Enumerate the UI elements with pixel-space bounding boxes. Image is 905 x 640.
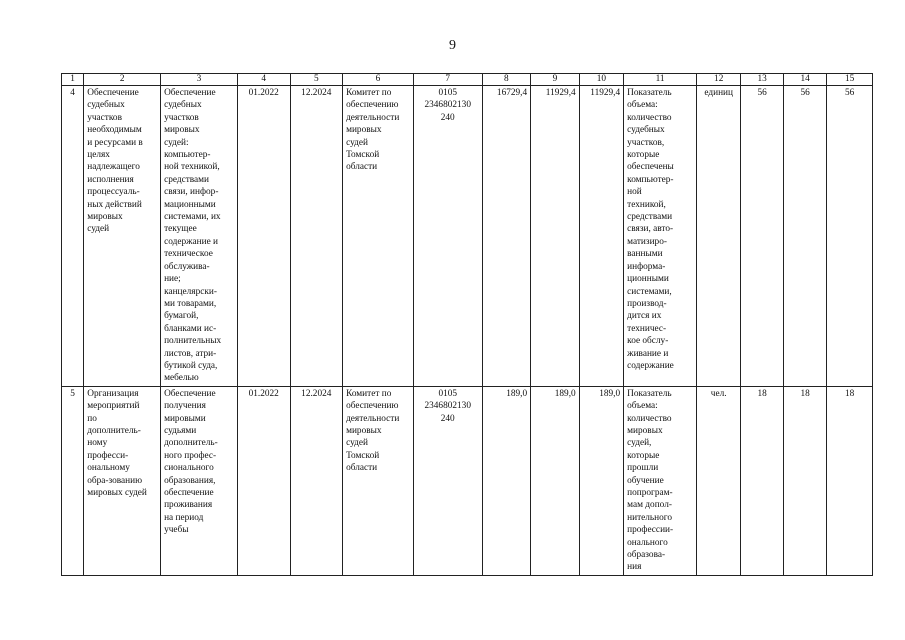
header-cell: 2 (84, 74, 161, 86)
activity-line: участков (164, 112, 199, 123)
indicator-line: количество (627, 112, 672, 123)
header-cell: 7 (413, 74, 482, 86)
cell-unit: чел. (696, 386, 740, 575)
cell-unit: единиц (696, 86, 740, 387)
executor-line: Томской (346, 450, 380, 461)
activity-line: бутикой суда, (164, 360, 218, 371)
activity-line: связи, инфор- (164, 187, 219, 198)
activity-line: системами, их (164, 212, 221, 223)
activity-line: дополнитель- (164, 438, 218, 449)
cell-year1: 11929,4 (531, 86, 580, 387)
executor-line: деятельности (346, 413, 400, 424)
activity-line: получения (164, 401, 206, 412)
task-line: необходимым (87, 125, 142, 136)
cell-year2: 189,0 (579, 386, 623, 575)
activity-line: проживания (164, 500, 213, 511)
activity-line: полнительных (164, 336, 222, 347)
indicator-line: судебных (627, 125, 665, 136)
indicator-line: нительного (627, 512, 673, 523)
activity-line: учебы (164, 525, 189, 536)
task-line: Организация (87, 388, 139, 399)
indicator-line: мам допол- (627, 500, 672, 511)
task-line: Обеспечение (87, 88, 139, 98)
indicator-line: профессии- (627, 525, 674, 536)
task-line: ональному (87, 463, 130, 474)
indicator-line: судей, (627, 438, 652, 449)
activity-line: мировыми (164, 413, 206, 424)
cell-indicator (624, 86, 697, 387)
activity-line: ного профес- (164, 450, 217, 461)
cell-v1: 18 (741, 386, 783, 575)
indicator-line: системами, (627, 286, 672, 297)
indicator-line: количество (627, 413, 672, 424)
header-cell: 11 (624, 74, 697, 86)
task-line: обра-зованию (87, 475, 143, 486)
header-cell: 13 (741, 74, 783, 86)
activity-line: судей: (164, 137, 189, 148)
header-cell: 15 (827, 74, 873, 86)
executor-line: мировых (346, 125, 382, 136)
cell-v1: 56 (741, 86, 783, 387)
executor-line: обеспечению (346, 401, 399, 412)
indicator-line: попрограм- (627, 488, 673, 498)
activity-line: ми товарами, (164, 298, 217, 309)
indicator-line: ния (627, 562, 642, 573)
code-line: 2346802130 (424, 100, 471, 111)
cell-end: 12.2024 (290, 386, 343, 575)
indicator-line: участков, (627, 137, 665, 148)
activity-line: листов, атри- (164, 348, 217, 359)
cell-executor (343, 86, 414, 387)
activity-line: судебных (164, 100, 202, 111)
indicator-line: живание и (627, 348, 669, 359)
cell-task (84, 86, 161, 387)
activity-line: обслужива- (164, 261, 210, 272)
task-line: целях (87, 150, 110, 161)
task-line: дополнитель- (87, 425, 141, 436)
activity-line: обеспечение (164, 488, 214, 498)
indicator-line: техникой, (627, 199, 666, 210)
indicator-line: обеспечены (627, 162, 674, 173)
activity-line: мировых (164, 125, 200, 136)
executor-line: деятельности (346, 112, 400, 123)
cell-indicator (624, 386, 697, 575)
activity-line: техническое (164, 249, 213, 260)
program-table (61, 73, 873, 576)
code-line: 240 (440, 112, 455, 123)
indicator-line: дится их (627, 311, 662, 322)
header-cell: 10 (579, 74, 623, 86)
task-line: процессуаль- (87, 187, 140, 198)
indicator-line: кое обслу- (627, 336, 669, 347)
task-line: мировых (87, 212, 123, 223)
cell-year2: 11929,4 (579, 86, 623, 387)
indicator-line: Показатель (627, 88, 672, 98)
task-line: ных действий (87, 199, 142, 210)
task-line: по (87, 413, 97, 424)
activity-line: бланками ис- (164, 323, 217, 334)
indicator-line: средствами (627, 212, 673, 223)
executor-line: мировых (346, 425, 382, 436)
activity-line: сионального (164, 463, 214, 474)
indicator-line: образова- (627, 550, 666, 561)
activity-line: на период (164, 512, 204, 523)
indicator-line: ной (627, 187, 642, 198)
indicator-line: Показатель (627, 388, 672, 399)
cell-code (413, 86, 482, 387)
executor-line: Комитет по (346, 388, 392, 399)
indicator-line: техничес- (627, 323, 667, 334)
table-row (62, 86, 873, 387)
activity-line: мебелью (164, 373, 199, 384)
header-cell: 6 (343, 74, 414, 86)
header-cell: 1 (62, 74, 84, 86)
task-line: судебных (87, 100, 125, 111)
cell-code (413, 386, 482, 575)
indicator-line: объема: (627, 100, 658, 111)
task-line: мировых судей (87, 488, 147, 498)
cell-executor (343, 386, 414, 575)
indicator-line: онального (627, 537, 668, 548)
header-cell: 4 (237, 74, 290, 86)
header-cell: 3 (161, 74, 238, 86)
code-line: 2346802130 (424, 401, 471, 412)
indicator-line: ционными (627, 274, 669, 285)
activity-line: содержание и (164, 236, 219, 247)
executor-line: судей (346, 137, 368, 148)
activity-line: Обеспечение (164, 388, 216, 399)
cell-num: 4 (62, 86, 84, 387)
cell-year1: 189,0 (531, 386, 580, 575)
task-line: исполнения (87, 174, 134, 185)
indicator-line: прошли (627, 463, 659, 474)
indicator-line: связи, авто- (627, 224, 674, 235)
task-line: ному (87, 438, 108, 449)
activity-line: текущее (164, 224, 197, 235)
cell-v2: 18 (783, 386, 826, 575)
activity-line: компьютер- (164, 150, 211, 161)
executor-line: области (346, 463, 378, 474)
activity-line: судьями (164, 425, 197, 436)
header-cell: 5 (290, 74, 343, 86)
task-line: надлежащего (87, 162, 140, 173)
activity-line: Обеспечение (164, 88, 216, 98)
indicator-line: которые (627, 450, 660, 461)
code-line: 0105 (438, 388, 458, 399)
header-cell: 12 (696, 74, 740, 86)
cell-start: 01.2022 (237, 86, 290, 387)
indicator-line: объема: (627, 401, 658, 412)
cell-v2: 56 (783, 86, 826, 387)
header-row (62, 74, 873, 86)
table-row (62, 386, 873, 575)
header-cell: 9 (531, 74, 580, 86)
executor-line: Томской (346, 150, 380, 161)
cell-total: 189,0 (482, 386, 531, 575)
cell-total: 16729,4 (482, 86, 531, 387)
code-line: 0105 (438, 88, 458, 98)
task-line: и ресурсами в (87, 137, 143, 148)
indicator-line: информа- (627, 261, 666, 272)
cell-task (84, 386, 161, 575)
header-cell: 14 (783, 74, 826, 86)
activity-line: бумагой, (164, 311, 199, 322)
executor-line: области (346, 162, 378, 173)
indicator-line: обучение (627, 475, 664, 486)
cell-end: 12.2024 (290, 86, 343, 387)
indicator-line: содержание (627, 360, 674, 371)
cell-start: 01.2022 (237, 386, 290, 575)
cell-num: 5 (62, 386, 84, 575)
page-number: 9 (449, 38, 456, 53)
activity-line: ние; (164, 274, 181, 285)
activity-line: канцелярски- (164, 286, 217, 297)
indicator-line: мировых (627, 425, 663, 436)
activity-line: мационными (164, 199, 216, 210)
indicator-line: ванными (627, 249, 663, 260)
task-line: мероприятий (87, 401, 140, 412)
task-line: судей (87, 224, 110, 235)
executor-line: судей (346, 438, 368, 449)
activity-line: ной техникой, (164, 162, 220, 173)
code-line: 240 (440, 413, 455, 424)
activity-line: средствами (164, 174, 210, 185)
cell-v3: 56 (827, 86, 873, 387)
cell-activity (161, 386, 238, 575)
cell-activity (161, 86, 238, 387)
task-line: участков (87, 112, 122, 123)
task-line: професси- (87, 450, 129, 461)
executor-line: Комитет по (346, 88, 392, 98)
activity-line: образования, (164, 475, 216, 486)
indicator-line: производ- (627, 298, 667, 309)
indicator-line: которые (627, 150, 660, 161)
indicator-line: матизиро- (627, 236, 667, 247)
header-cell: 8 (482, 74, 531, 86)
cell-v3: 18 (827, 386, 873, 575)
indicator-line: компьютер- (627, 174, 674, 185)
executor-line: обеспечению (346, 100, 399, 111)
